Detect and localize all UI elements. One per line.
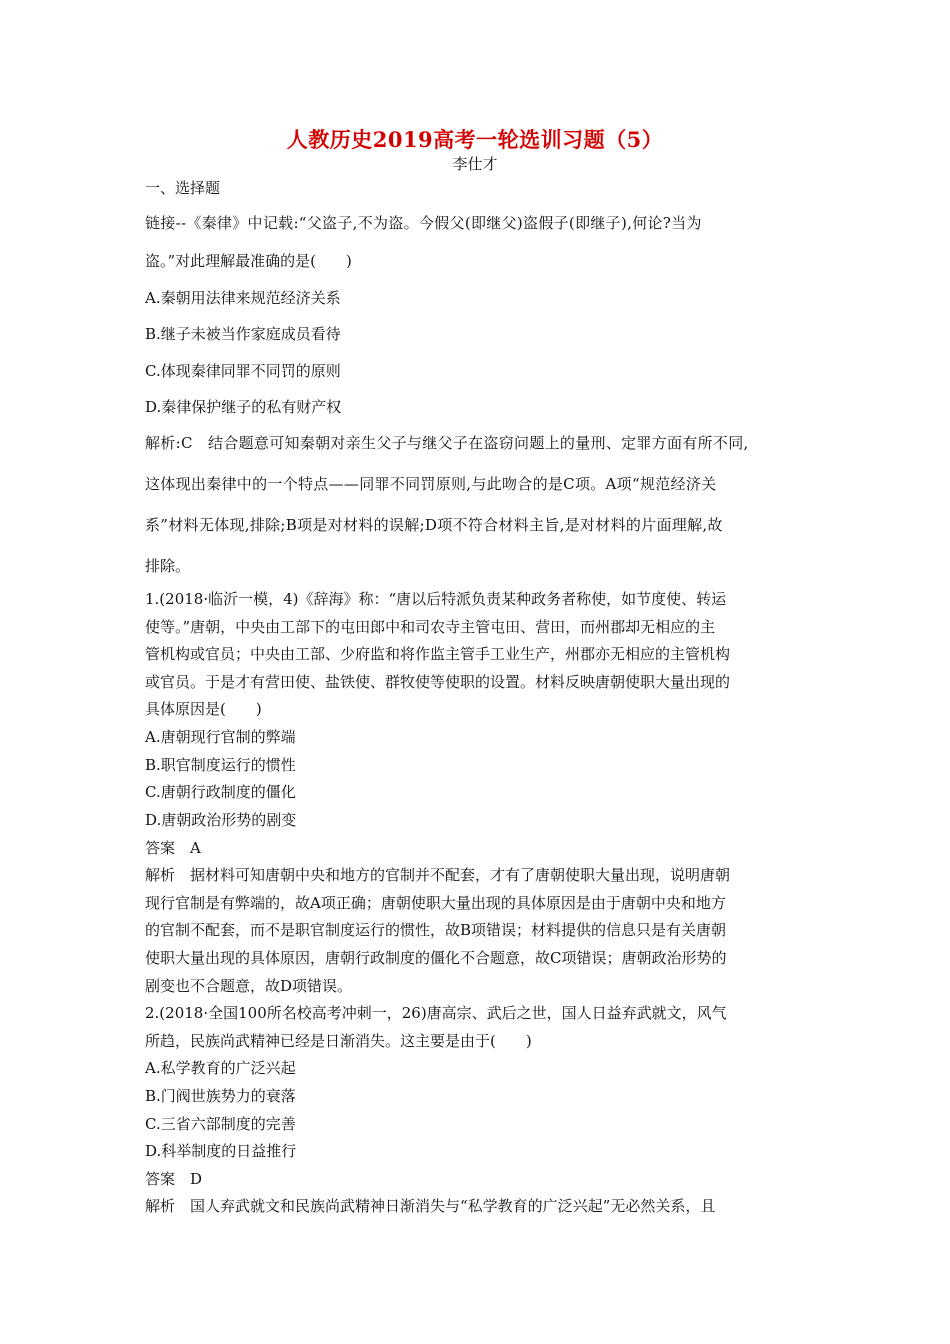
q1-stem-line: 1.(2018·临沂一模，4)《辞海》称：“唐以后特派负责某种政务者称使，如节度使、转运 [145,590,727,608]
q1-stem-line: 管机构或官员；中央由工部、少府监和将作监主管手工业生产，州郡亦无相应的主管机构 [145,645,731,663]
link-option: A.秦朝用法律来规范经济关系 [145,289,341,307]
q2-option: A.私学教育的广泛兴起 [145,1059,296,1077]
q1-stem-line: 使等。”唐朝，中央由工部下的屯田郎中和司农寺主管屯田、营田，而州郡却无相应的主 [145,618,716,636]
q1-option: B.职官制度运行的惯性 [145,756,296,774]
q1-analysis-line: 现行官制是有弊端的，故A项正确；唐朝使职大量出现的具体原因是由于唐朝中央和地方 [145,894,726,912]
q1-option: C.唐朝行政制度的僵化 [145,783,296,801]
q2-analysis-line: 解析 国人弃武就文和民族尚武精神日渐消失与“私学教育的广泛兴起”无必然关系，且 [145,1197,716,1215]
q1-analysis-line: 使职大量出现的具体原因，唐朝行政制度的僵化不合题意，故C项错误；唐朝政治形势的 [145,949,727,967]
q1-analysis-line: 剧变也不合题意，故D项错误。 [145,977,353,995]
q1-answer: 答案 A [145,839,201,857]
q2-stem-line: 2.(2018·全国100所名校高考冲刺一，26)唐高宗、武后之世，国人日益弃武就文，风气 [145,1004,727,1022]
q2-option: C.三省六部制度的完善 [145,1115,296,1133]
q1-option: A.唐朝现行官制的弊端 [145,728,296,746]
link-stem-line: 链接--《秦律》中记载:“父盗子,不为盗。今假父(即继父)盗假子(即继子),何论?当为 [145,214,702,232]
document-title: 人教历史2019高考一轮选训习题（5） [286,127,664,152]
q1-analysis-line: 解析 据材料可知唐朝中央和地方的官制并不配套，才有了唐朝使职大量出现，说明唐朝 [145,866,731,884]
link-analysis-line: 解析:C 结合题意可知秦朝对亲生父子与继父子在盗窃问题上的量刑、定罪方面有所不同, [145,434,749,452]
section-heading: 一、选择题 [145,179,221,197]
link-stem-line: 盗。”对此理解最准确的是( ) [145,252,352,270]
q1-analysis-line: 的官制不配套，而不是职官制度运行的惯性，故B项错误；材料提供的信息只是有关唐朝 [145,921,727,939]
link-analysis-line: 系”材料无体现,排除;B项是对材料的误解;D项不符合材料主旨,是对材料的片面理解,故 [145,516,723,534]
link-option: D.秦律保护继子的私有财产权 [145,398,342,416]
q1-stem-line: 具体原因是( ) [145,700,262,718]
link-analysis-line: 排除。 [145,557,191,575]
link-option: C.体现秦律同罪不同罚的原则 [145,362,341,380]
link-analysis-line: 这体现出秦律中的一个特点——同罪不同罚原则,与此吻合的是C项。A项“规范经济关 [145,475,717,493]
q1-stem-line: 或官员。于是才有营田使、盐铁使、群牧使等使职的设置。材料反映唐朝使职大量出现的 [145,673,731,691]
link-option: B.继子未被当作家庭成员看待 [145,325,341,343]
q2-stem-line: 所趋，民族尚武精神已经是日渐消失。这主要是由于( ) [145,1032,532,1050]
q2-option: D.科举制度的日益推行 [145,1142,297,1160]
q1-option: D.唐朝政治形势的剧变 [145,811,297,829]
author-name: 李仕才 [452,155,498,173]
q2-option: B.门阀世族势力的衰落 [145,1087,296,1105]
q2-answer: 答案 D [145,1170,203,1188]
